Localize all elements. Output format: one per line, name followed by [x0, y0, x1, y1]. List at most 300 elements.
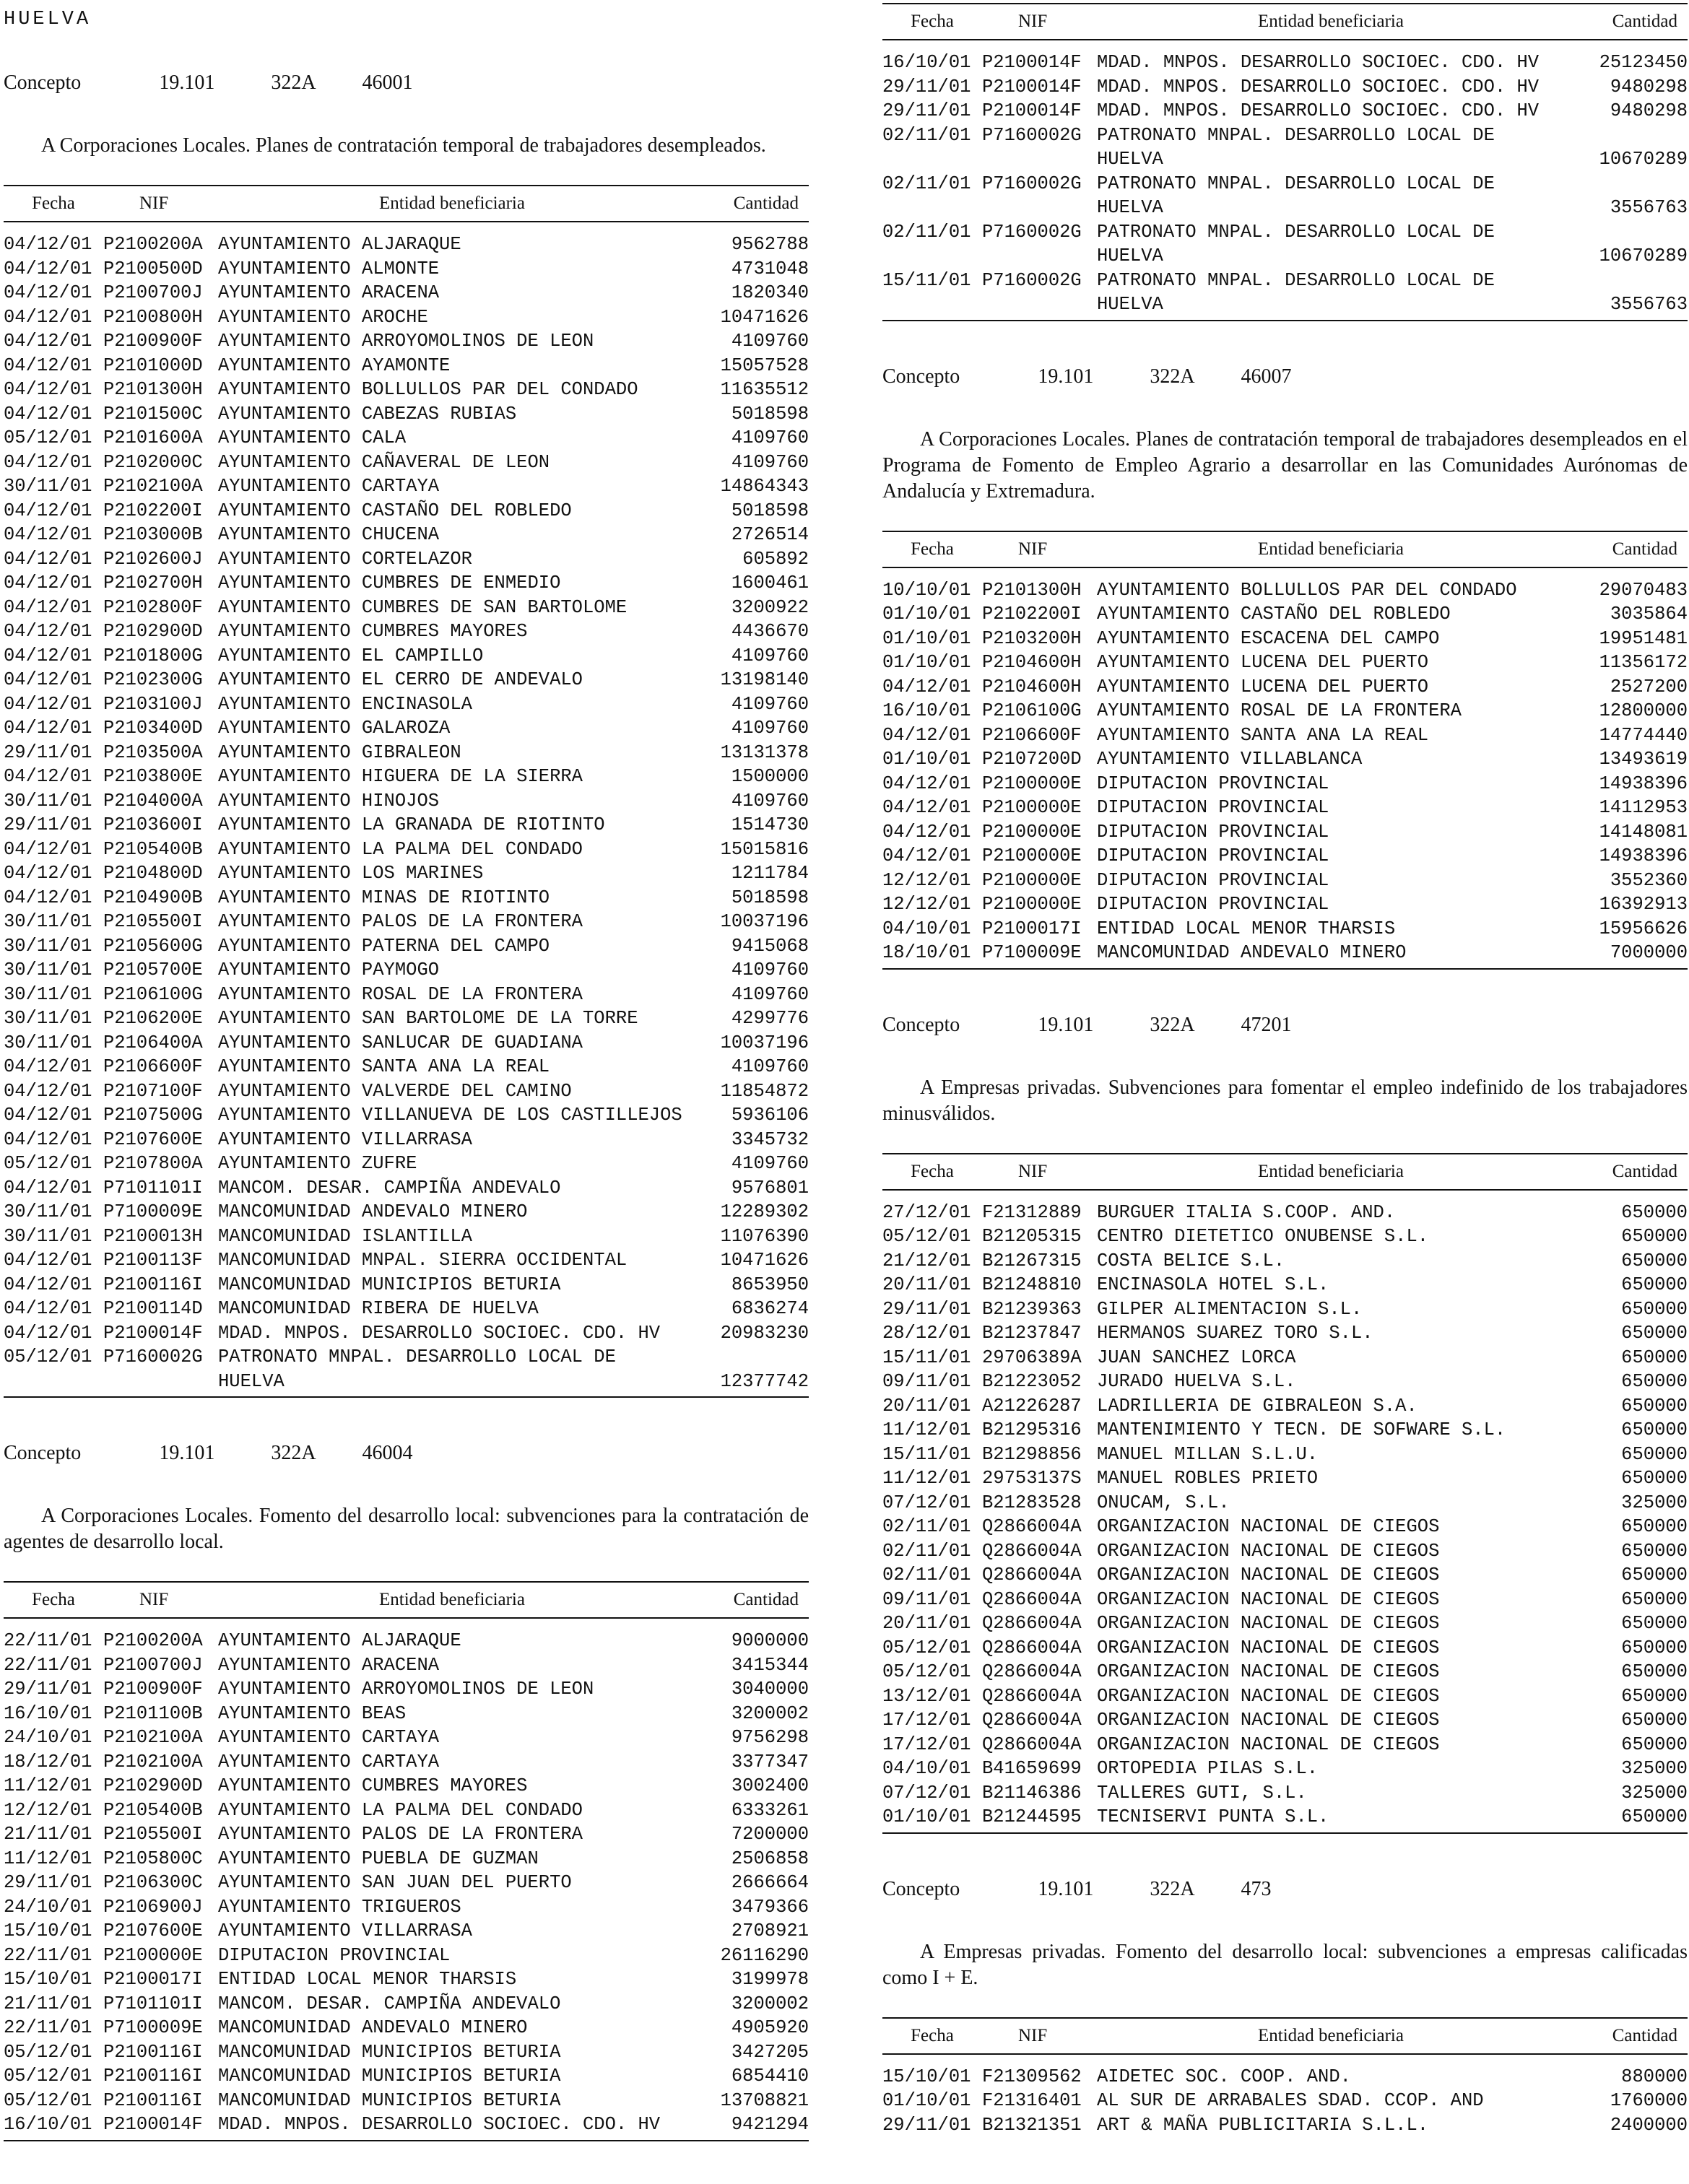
- table-row: [4, 596, 809, 620]
- cell-cantidad: 9480298: [1610, 76, 1688, 97]
- cell-fecha: 04/12/01: [4, 1322, 92, 1344]
- cell-entidad: TECNISERVI PUNTA S.L.: [1097, 1806, 1329, 1827]
- table-row: [4, 1822, 809, 1847]
- cell-entidad: DIPUTACION PROVINCIAL: [1097, 797, 1329, 818]
- cell-fecha: 04/12/01: [4, 282, 92, 303]
- concepto-label: Concepto: [4, 71, 82, 94]
- table-row: [4, 838, 809, 862]
- table-row: [882, 578, 1688, 603]
- cell-entidad: ORGANIZACION NACIONAL DE CIEGOS: [1097, 1685, 1440, 1707]
- cell-entidad: AYUNTAMIENTO ALJARAQUE: [218, 234, 461, 255]
- cell-fecha: 04/12/01: [4, 596, 92, 618]
- concepto-section: [4, 71, 809, 1398]
- cell-fecha: 16/10/01: [882, 700, 971, 721]
- cell-entidad: AYUNTAMIENTO ARROYOMOLINOS DE LEON: [218, 331, 594, 352]
- cell-cantidad: 4299776: [731, 1008, 809, 1029]
- cell-fecha: 21/11/01: [4, 1993, 92, 2014]
- cell-fecha: 28/12/01: [882, 1323, 971, 1344]
- table-row: [4, 619, 809, 644]
- table-row: [4, 1128, 809, 1152]
- table-row: [882, 172, 1688, 220]
- table-row: [4, 378, 809, 402]
- cell-entidad: MANCOM. DESAR. CAMPIÑA ANDEVALO: [218, 1993, 561, 2014]
- cell-fecha: 11/12/01: [882, 1419, 971, 1440]
- cell-fecha: 04/12/01: [4, 1298, 92, 1319]
- cell-entidad: MANCOM. DESAR. CAMPIÑA ANDEVALO: [218, 1177, 561, 1198]
- cell-cantidad: 4731048: [731, 258, 809, 279]
- table-row: [4, 2016, 809, 2040]
- cell-nif: P2100014F: [103, 1322, 203, 1344]
- cell-nif: P2104900B: [103, 887, 203, 908]
- table-row: [4, 1702, 809, 1726]
- cell-fecha: 15/10/01: [4, 1969, 92, 1990]
- concepto-program: 322A: [271, 1442, 316, 1464]
- cell-fecha: 04/12/01: [4, 1080, 92, 1102]
- cell-cantidad: 650000: [1621, 1588, 1688, 1610]
- cell-entidad: AYUNTAMIENTO ALMONTE: [218, 258, 440, 279]
- table-row: [4, 1224, 809, 1249]
- concepto-label: Concepto: [4, 1442, 82, 1464]
- table-row: [4, 1871, 809, 1895]
- table-row: [882, 1733, 1688, 1757]
- cell-nif: Q2866004A: [982, 1613, 1082, 1634]
- table-row: [882, 1491, 1688, 1515]
- cell-fecha: 16/10/01: [4, 2114, 92, 2135]
- cell-entidad: MDAD. MNPOS. DESARROLLO SOCIOEC. CDO. HV: [1097, 76, 1540, 97]
- cell-fecha: 04/12/01: [4, 693, 92, 715]
- cell-entidad: AYUNTAMIENTO ARACENA: [218, 1654, 440, 1676]
- cell-entidad: AYUNTAMIENTO SAN BARTOLOME DE LA TORRE: [218, 1008, 638, 1029]
- cell-entidad: CENTRO DIETETICO ONUBENSE S.L.: [1097, 1226, 1429, 1247]
- table-row: [882, 1394, 1688, 1419]
- cell-entidad: AIDETEC SOC. COOP. AND.: [1097, 2066, 1351, 2087]
- cell-cantidad: 3556763: [1610, 197, 1688, 218]
- cell-entidad: MDAD. MNPOS. DESARROLLO SOCIOEC. CDO. HV: [1097, 100, 1540, 121]
- cell-entidad: BURGUER ITALIA S.COOP. AND.: [1097, 1201, 1396, 1223]
- cell-nif: P2106600F: [103, 1056, 203, 1077]
- table-row: [4, 1967, 809, 1992]
- cell-entidad: AYUNTAMIENTO SANLUCAR DE GUADIANA: [218, 1032, 583, 1053]
- cell-entidad: ORTOPEDIA PILAS S.L.: [1097, 1758, 1319, 1779]
- table-row: [4, 1152, 809, 1176]
- table-row: [4, 2064, 809, 2089]
- cell-fecha: 04/12/01: [882, 821, 971, 843]
- concepto-section: [882, 1013, 1688, 1834]
- cell-fecha: 30/11/01: [4, 1032, 92, 1053]
- cell-cantidad: 2400000: [1610, 2114, 1688, 2136]
- cell-entidad: MANCOMUNIDAD MUNICIPIOS BETURIA: [218, 2066, 561, 2087]
- cell-entidad: MANCOMUNIDAD ANDEVALO MINERO: [218, 2017, 528, 2038]
- concepto-section: [882, 365, 1688, 970]
- cell-fecha: 30/11/01: [4, 790, 92, 812]
- cell-cantidad: 2726514: [731, 524, 809, 545]
- cell-fecha: 04/12/01: [4, 669, 92, 690]
- cell-cantidad: 13708821: [720, 2089, 809, 2111]
- cell-cantidad: 1514730: [731, 814, 809, 835]
- cell-nif: P2100000E: [982, 773, 1082, 794]
- cell-nif: P2100014F: [103, 2114, 203, 2135]
- cell-fecha: 01/10/01: [882, 627, 971, 649]
- cell-entidad: JUAN SANCHEZ LORCA: [1097, 1346, 1296, 1368]
- cell-fecha: 04/12/01: [882, 676, 971, 697]
- table-row: [882, 1224, 1688, 1249]
- cell-fecha: 30/11/01: [4, 1201, 92, 1222]
- cell-entidad: AYUNTAMIENTO ENCINASOLA: [218, 693, 472, 715]
- cell-nif: P2100200A: [103, 1630, 203, 1651]
- cell-cantidad: 880000: [1621, 2066, 1688, 2087]
- col-fecha-header: Fecha: [911, 2025, 954, 2045]
- cell-cantidad: 650000: [1621, 1710, 1688, 1731]
- cell-fecha: 02/11/01: [882, 221, 971, 243]
- cell-fecha: 04/12/01: [4, 234, 92, 255]
- cell-nif: P2100113F: [103, 1250, 203, 1271]
- cell-entidad: ENCINASOLA HOTEL S.L.: [1097, 1274, 1329, 1295]
- cell-cantidad: 10471626: [720, 306, 809, 328]
- cell-nif: P7160002G: [982, 221, 1082, 243]
- cell-nif: P2102600J: [103, 548, 203, 570]
- table-row: [882, 1684, 1688, 1709]
- cell-nif: P2100116I: [103, 2066, 203, 2087]
- concepto-subconcept: 46004: [362, 1442, 413, 1464]
- cell-cantidad: 325000: [1621, 1782, 1688, 1804]
- cell-nif: P2103600I: [103, 814, 203, 835]
- cell-cantidad: 650000: [1621, 1733, 1688, 1755]
- cell-cantidad: 14148081: [1599, 821, 1688, 843]
- cell-nif: P7160002G: [103, 1346, 203, 1367]
- cell-nif: B41659699: [982, 1758, 1082, 1779]
- cell-nif: P2105700E: [103, 960, 203, 980]
- cell-cantidad: 3002400: [731, 1775, 809, 1796]
- col-cantidad-header: Cantidad: [1612, 12, 1677, 31]
- table-row: [4, 813, 809, 838]
- cell-entidad: GILPER ALIMENTACION S.L.: [1097, 1298, 1363, 1320]
- table-row: [882, 1805, 1688, 1830]
- cell-fecha: 05/12/01: [882, 1226, 971, 1247]
- cell-cantidad: 4109760: [731, 427, 809, 448]
- table-row: [4, 934, 809, 959]
- cell-fecha: 29/11/01: [4, 814, 92, 835]
- cell-entidad: AYUNTAMIENTO BOLLULLOS PAR DEL CONDADO: [218, 379, 638, 400]
- cell-cantidad: 29070483: [1599, 579, 1688, 601]
- cell-nif: Q2866004A: [982, 1565, 1082, 1585]
- cell-fecha: 04/12/01: [4, 524, 92, 545]
- cell-nif: P2102200I: [982, 604, 1082, 625]
- table-row: [4, 257, 809, 282]
- cell-cantidad: 650000: [1621, 1443, 1688, 1465]
- col-nif-header: NIF: [1018, 1161, 1048, 1181]
- concepto-section: [882, 1877, 1688, 2141]
- cell-fecha: 22/11/01: [4, 1654, 92, 1676]
- cell-fecha: 15/11/01: [882, 269, 971, 291]
- cell-entidad: AYUNTAMIENTO ROSAL DE LA FRONTERA: [218, 983, 583, 1005]
- cell-fecha: 20/11/01: [882, 1274, 971, 1295]
- table-row: [882, 1273, 1688, 1297]
- cell-fecha: 05/12/01: [882, 1637, 971, 1658]
- cell-fecha: 04/12/01: [4, 766, 92, 787]
- cell-fecha: 04/12/01: [4, 1128, 92, 1150]
- table-row: [882, 123, 1688, 172]
- cell-nif: Q2866004A: [982, 1685, 1082, 1707]
- table-row: [882, 1249, 1688, 1274]
- cell-nif: P2107800A: [103, 1153, 203, 1174]
- cell-entidad: AYUNTAMIENTO CAÑAVERAL DE LEON: [218, 451, 550, 473]
- concepto-description: A Empresas privadas. Subvenciones para fomentar el empleo indefinido de los trabajadores minusválidos.: [882, 1076, 1688, 1125]
- cell-fecha: 18/10/01: [882, 942, 971, 963]
- cell-fecha: 04/12/01: [4, 645, 92, 666]
- cell-cantidad: 9480298: [1610, 100, 1688, 121]
- cell-nif: P2102000C: [103, 451, 203, 473]
- cell-entidad: ORGANIZACION NACIONAL DE CIEGOS: [1097, 1661, 1440, 1682]
- cell-cantidad: 650000: [1621, 1419, 1688, 1440]
- cell-nif: B21239363: [982, 1298, 1082, 1320]
- cell-cantidad: 13198140: [720, 669, 809, 690]
- cell-cantidad: 3200002: [731, 1702, 809, 1724]
- table-row: [4, 741, 809, 765]
- cell-nif: B21223052: [982, 1371, 1082, 1392]
- table-row: [882, 1466, 1688, 1491]
- cell-nif: P2102100A: [103, 1727, 203, 1748]
- cell-fecha: 04/12/01: [4, 548, 92, 570]
- cell-cantidad: 1211784: [731, 863, 809, 884]
- cell-fecha: 20/11/01: [882, 1395, 971, 1417]
- cell-cantidad: 5018598: [731, 403, 809, 425]
- table-row: [882, 1781, 1688, 1806]
- table-row: [4, 499, 809, 523]
- cell-fecha: 04/12/01: [4, 1274, 92, 1295]
- cell-nif: P2101300H: [982, 579, 1082, 601]
- cell-cantidad: 5018598: [731, 500, 809, 521]
- cell-entidad: AYUNTAMIENTO AYAMONTE: [218, 354, 451, 376]
- cell-entidad: AYUNTAMIENTO EL CAMPILLO: [218, 645, 484, 666]
- cell-fecha: 21/11/01: [4, 1824, 92, 1845]
- cell-cantidad: 10670289: [1599, 149, 1688, 170]
- table-header: [882, 3, 1688, 40]
- cell-cantidad: 4109760: [731, 1153, 809, 1174]
- cell-fecha: 04/12/01: [882, 797, 971, 818]
- table-row: [882, 1708, 1688, 1733]
- cell-nif: B21321351: [982, 2114, 1082, 2136]
- table-row: [882, 1201, 1688, 1225]
- cell-fecha: 29/11/01: [882, 2114, 971, 2136]
- cell-cantidad: 15956626: [1599, 918, 1688, 939]
- cell-fecha: 04/12/01: [4, 379, 92, 400]
- cell-nif: P2107600E: [103, 1920, 203, 1941]
- cell-fecha: 30/11/01: [4, 935, 92, 957]
- cell-cantidad: 3552360: [1610, 869, 1688, 891]
- table-row: [882, 772, 1688, 796]
- cell-fecha: 04/12/01: [4, 573, 92, 593]
- table-row: [882, 723, 1688, 748]
- cell-entidad: AYUNTAMIENTO HIGUERA DE LA SIERRA: [218, 766, 583, 787]
- cell-fecha: 29/11/01: [4, 741, 92, 763]
- cell-nif: P2107200D: [982, 749, 1082, 770]
- concepto-section: [4, 1441, 809, 2141]
- cell-nif: P2100900F: [103, 1679, 203, 1700]
- table-header: [882, 1153, 1688, 1191]
- cell-nif: P2102300G: [103, 669, 203, 690]
- cell-nif: P2105400B: [103, 1799, 203, 1821]
- table-row: [4, 1895, 809, 1920]
- table-row: [4, 668, 809, 692]
- table-row: [882, 2113, 1688, 2138]
- cell-nif: P2102100A: [103, 1751, 203, 1772]
- cell-cantidad: 3427205: [731, 2041, 809, 2063]
- table-row: [4, 1726, 809, 1750]
- cell-fecha: 04/12/01: [882, 845, 971, 866]
- cell-entidad: AYUNTAMIENTO MINAS DE RIOTINTO: [218, 887, 550, 908]
- cell-nif: Q2866004A: [982, 1588, 1082, 1610]
- cell-entidad: HERMANOS SUAREZ TORO S.L.: [1097, 1323, 1373, 1344]
- col-entidad-header: Entidad beneficiaria: [1258, 1161, 1404, 1181]
- table-row: [882, 2065, 1688, 2089]
- col-nif-header: NIF: [1018, 12, 1048, 31]
- cell-entidad: AYUNTAMIENTO SANTA ANA LA REAL: [1097, 724, 1429, 746]
- cell-fecha: 04/10/01: [882, 918, 971, 939]
- cell-fecha: 01/10/01: [882, 749, 971, 770]
- cell-entidad: AYUNTAMIENTO LUCENA DEL PUERTO: [1097, 676, 1429, 697]
- cell-entidad: DIPUTACION PROVINCIAL: [1097, 845, 1329, 866]
- cell-nif: Q2866004A: [982, 1710, 1082, 1731]
- cell-entidad: DIPUTACION PROVINCIAL: [1097, 773, 1329, 794]
- cell-entidad: MANCOMUNIDAD ANDEVALO MINERO: [1097, 942, 1407, 963]
- table-row: [4, 1103, 809, 1128]
- table-row: [4, 354, 809, 378]
- cell-nif: P2100000E: [103, 1944, 203, 1966]
- cell-cantidad: 650000: [1621, 1637, 1688, 1658]
- cell-fecha: 24/10/01: [4, 1727, 92, 1748]
- table-row: [4, 1944, 809, 1968]
- table-row: [882, 269, 1688, 317]
- cell-entidad: AYUNTAMIENTO CARTAYA: [218, 1751, 440, 1772]
- cell-nif: P2100017I: [103, 1969, 203, 1990]
- cell-fecha: 15/11/01: [882, 1346, 971, 1368]
- cell-fecha: 22/11/01: [4, 1630, 92, 1651]
- cell-nif: Q2866004A: [982, 1637, 1082, 1658]
- cell-nif: P2105800C: [103, 1848, 203, 1869]
- col-entidad-header: Entidad beneficiaria: [1258, 12, 1404, 31]
- table-body: [882, 1191, 1688, 1834]
- table-row: [4, 1176, 809, 1201]
- cell-cantidad: 3035864: [1610, 604, 1688, 625]
- cell-cantidad: 6854410: [731, 2066, 809, 2087]
- concepto-subconcept: 46001: [362, 71, 413, 94]
- cell-entidad: DIPUTACION PROVINCIAL: [1097, 821, 1329, 843]
- cell-entidad: PATRONATO MNPAL. DESARROLLO LOCAL DE HUELVA: [1097, 221, 1495, 266]
- cell-cantidad: 10037196: [720, 911, 809, 932]
- cell-fecha: 04/12/01: [4, 354, 92, 376]
- cell-entidad: AYUNTAMIENTO AROCHE: [218, 306, 428, 328]
- cell-entidad: AYUNTAMIENTO BOLLULLOS PAR DEL CONDADO: [1097, 579, 1517, 601]
- cell-fecha: 04/12/01: [4, 1177, 92, 1198]
- cell-entidad: ENTIDAD LOCAL MENOR THARSIS: [218, 1969, 517, 1990]
- cell-fecha: 18/12/01: [4, 1751, 92, 1772]
- cell-entidad: AYUNTAMIENTO CARTAYA: [218, 1727, 440, 1748]
- concepto-code: 19.101: [1038, 1877, 1094, 1900]
- cell-nif: P2100014F: [982, 52, 1082, 73]
- cell-cantidad: 14774440: [1599, 724, 1688, 746]
- cell-nif: 29753137S: [982, 1468, 1082, 1489]
- table-row: [882, 1321, 1688, 1346]
- cell-nif: P2100116I: [103, 2089, 203, 2111]
- cell-nif: P2107600E: [103, 1128, 203, 1150]
- concepto-program: 322A: [1150, 1877, 1195, 1900]
- cell-fecha: 04/12/01: [4, 500, 92, 521]
- concepto-code: 19.101: [159, 1442, 215, 1464]
- col-fecha-header: Fecha: [911, 539, 954, 559]
- concepto-description: A Corporaciones Locales. Fomento del desarrollo local: subvenciones para la contratación de agentes de desarrollo local.: [4, 1505, 809, 1553]
- table-row: [882, 1297, 1688, 1322]
- cell-nif: B21248810: [982, 1274, 1082, 1295]
- cell-fecha: 05/12/01: [4, 427, 92, 448]
- concepto-program: 322A: [1150, 1013, 1195, 1036]
- cell-fecha: 10/10/01: [882, 579, 971, 601]
- cell-entidad: MANCOMUNIDAD RIBERA DE HUELVA: [218, 1298, 539, 1319]
- cell-entidad: PATRONATO MNPAL. DESARROLLO LOCAL DE HUELVA: [1097, 269, 1495, 315]
- cell-entidad: AYUNTAMIENTO CUMBRES DE SAN BARTOLOME: [218, 596, 628, 618]
- cell-fecha: 30/11/01: [4, 983, 92, 1005]
- cell-entidad: AYUNTAMIENTO VILLARRASA: [218, 1128, 472, 1150]
- cell-nif: P2106600F: [982, 724, 1082, 746]
- cell-cantidad: 325000: [1621, 1758, 1688, 1779]
- cell-nif: B21295316: [982, 1419, 1082, 1440]
- cell-cantidad: 12377742: [720, 1370, 809, 1392]
- table-row: [4, 765, 809, 789]
- cell-nif: F21309562: [982, 2066, 1082, 2087]
- cell-nif: P2106900J: [103, 1896, 203, 1918]
- cell-entidad: ORGANIZACION NACIONAL DE CIEGOS: [1097, 1540, 1440, 1562]
- cell-cantidad: 2506858: [731, 1848, 809, 1869]
- cell-fecha: 05/12/01: [4, 1346, 92, 1367]
- cell-entidad: MANCOMUNIDAD MUNICIPIOS BETURIA: [218, 1274, 561, 1295]
- cell-entidad: AYUNTAMIENTO PUEBLA DE GUZMAN: [218, 1848, 539, 1869]
- cell-nif: P2101800G: [103, 645, 203, 666]
- cell-entidad: AYUNTAMIENTO CUMBRES DE ENMEDIO: [218, 573, 561, 593]
- cell-entidad: MANUEL MILLAN S.L.U.: [1097, 1443, 1319, 1465]
- table-row: [4, 644, 809, 669]
- cell-entidad: AYUNTAMIENTO LA PALMA DEL CONDADO: [218, 838, 583, 860]
- cell-entidad: DIPUTACION PROVINCIAL: [1097, 894, 1329, 915]
- table-row: [4, 1847, 809, 1871]
- cell-nif: B21267315: [982, 1250, 1082, 1271]
- cell-cantidad: 25123450: [1599, 52, 1688, 73]
- table-row: [882, 1346, 1688, 1370]
- table-row: [882, 844, 1688, 869]
- cell-nif: F21312889: [982, 1201, 1082, 1223]
- cell-nif: P2100000E: [982, 797, 1082, 818]
- cell-fecha: 04/12/01: [4, 451, 92, 473]
- cell-nif: P2101600A: [103, 427, 203, 448]
- table-row: [4, 1297, 809, 1321]
- concepto-program: 322A: [1150, 365, 1195, 388]
- cell-entidad: MANCOMUNIDAD ISLANTILLA: [218, 1225, 472, 1247]
- cell-entidad: AYUNTAMIENTO EL CERRO DE ANDEVALO: [218, 669, 583, 690]
- cell-entidad: AYUNTAMIENTO ALJARAQUE: [218, 1630, 461, 1651]
- table-row: [4, 692, 809, 717]
- cell-cantidad: 3479366: [731, 1896, 809, 1918]
- cell-cantidad: 650000: [1621, 1395, 1688, 1417]
- cell-fecha: 04/12/01: [4, 1250, 92, 1271]
- cell-fecha: 01/10/01: [882, 652, 971, 673]
- cell-cantidad: 650000: [1621, 1685, 1688, 1707]
- cell-cantidad: 4109760: [731, 983, 809, 1005]
- table-row: [4, 1653, 809, 1678]
- cell-nif: P2100700J: [103, 1654, 203, 1676]
- cell-entidad: ART & MAÑA PUBLICITARIA S.L.L.: [1097, 2114, 1429, 2136]
- cell-cantidad: 4109760: [731, 790, 809, 812]
- cell-cantidad: 10471626: [720, 1250, 809, 1271]
- cell-cantidad: 4109760: [731, 1056, 809, 1077]
- cell-cantidad: 3556763: [1610, 294, 1688, 315]
